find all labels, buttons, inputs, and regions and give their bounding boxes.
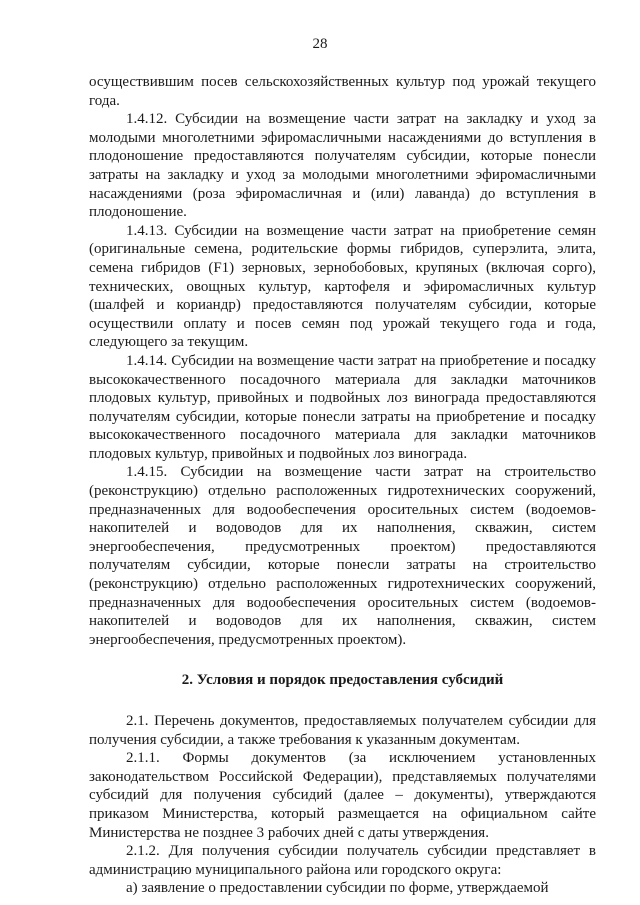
page-number: 28 (312, 36, 328, 52)
paragraph-1-4-15: 1.4.15. Субсидии на возмещение части затрат на строительство (реконструкцию) отдельно расположенных гидротехнических сооружений, предназначенных для водообеспечения оросительных систем (водоемов-накопителей и водоводов для их наполнения, скважин, систем энергообеспечения, предусмотренных проектом) предоставляются получателям субсидии, которые понесли затраты на строительство (реконструкцию) отдельно расположенных гидротехнических сооружений, предназначенных для водообеспечения оросительных систем (водоемов-накопителей и водоводов для их наполнения, скважин, систем энергообеспечения, предусмотренных проектом). (89, 464, 596, 648)
paragraph-1-4-13: 1.4.13. Субсидии на возмещение части затрат на приобретение семян (оригинальные семена, родительские формы гибридов, суперэлита, элита, семена гибридов (F1) зерновых, зернобобовых, крупяных (включая сорго), технических, овощных культур, картофеля и эфиромасличных культур (шалфей и кориандр) предоставляются получателям субсидии, которые осуществили оплату и посев семян под урожай текущего года и года, следующего за текущим. (89, 222, 596, 351)
paragraph-item-a: а) заявление о предоставлении субсидии по форме, утверждаемой (126, 880, 549, 897)
paragraph-2-1-2: 2.1.2. Для получения субсидии получатель субсидии представляет в администрацию муниципального района или городского округа: (89, 843, 596, 878)
section-heading: 2. Условия и порядок предоставления субсидий (181, 672, 504, 689)
paragraph-continuation: осуществившим посев сельскохозяйственных культур под урожай текущего года. (89, 74, 596, 109)
paragraph-2-1-1: 2.1.1. Формы документов (за исключением установленных законодательством Российской Федерации), представляемых получателями субсидий для получения субсидий (далее – документы), утверждаются приказом Министерства, который размещается на официальном сайте Министерства не позднее 3 рабочих дней с даты утверждения. (89, 750, 596, 841)
paragraph-1-4-14: 1.4.14. Субсидии на возмещение части затрат на приобретение и посадку высококачественного посадочного материала для закладки маточников плодовых культур, привойных и подвойных лоз винограда предоставляются получателям субсидии, которые понесли затраты на приобретение и посадку высококачественного посадочного материала для закладки маточников плодовых культур, привойных и подвойных лоз винограда. (89, 352, 596, 462)
paragraph-2-1: 2.1. Перечень документов, предоставляемых получателем субсидии для получения субсидии, а также требования к указанным документам. (89, 713, 596, 748)
document-body (89, 73, 596, 898)
paragraph-1-4-12: 1.4.12. Субсидии на возмещение части затрат на закладку и уход за молодыми многолетними эфиромасличными насаждениями до вступления в плодоношение предоставляются получателям субсидии, которые понесли затраты на закладку и уход за молодыми многолетними эфиромасличными насаждениями (роза эфиромасличная и (или) лаванда) до вступления в плодоношение. (89, 111, 596, 221)
